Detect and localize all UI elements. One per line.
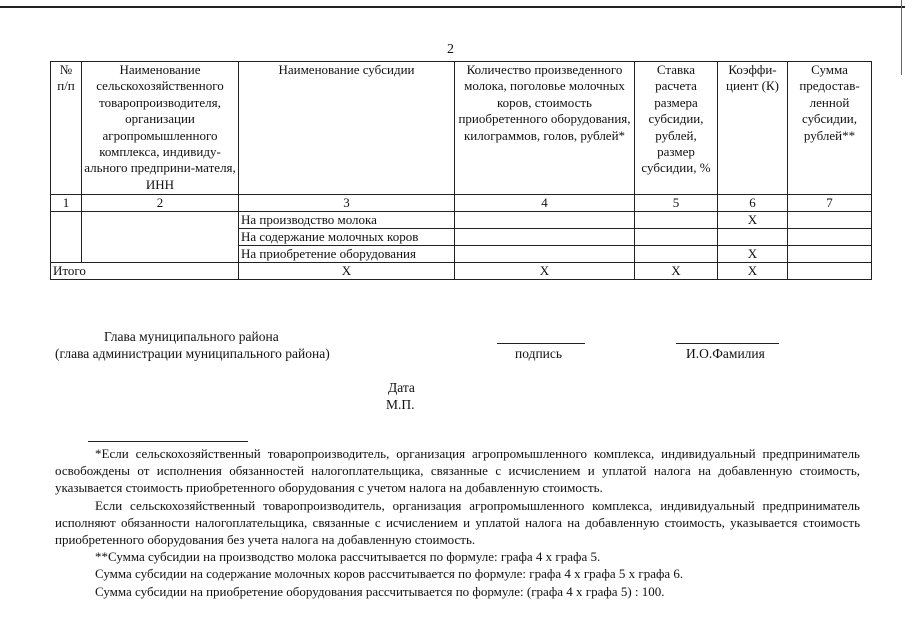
subsidy-table <box>50 61 872 280</box>
total-col7 <box>788 263 872 280</box>
col-number-6: 6 <box>718 195 788 212</box>
header-col-1: № п/п <box>51 62 82 195</box>
header-col-4: Количество произведенного молока, поголовье молочных коров, стоимость приобретенного оборудования, килограммов, голов, рублей* <box>455 62 635 195</box>
col-number-7: 7 <box>788 195 872 212</box>
col-number-1: 1 <box>51 195 82 212</box>
total-col6: Х <box>718 263 788 280</box>
rate-cell <box>635 246 718 263</box>
total-col5: Х <box>635 263 718 280</box>
footnote-4: Сумма субсидии на содержание молочных коров рассчитывается по формуле: графа 4 х графа 5 х графа 6. <box>95 566 684 582</box>
total-col4: Х <box>455 263 635 280</box>
footnote-2: Если сельскохозяйственный товаропроизводитель, организация агропромышленного комплекса, индивидуальный предприниматель исполняют обязанности налогоплательщика, связанные с исчислением и уплатой налога на добавленную стоимость, указывается стоимость приобретенного оборудования без учета налога на добавленную стоимость. <box>55 497 860 548</box>
coefficient-cell <box>718 229 788 246</box>
header-col-7: Сумма предостав-ленной субсидии, рублей** <box>788 62 872 195</box>
signature-line <box>497 343 585 344</box>
amount-cell <box>788 212 872 229</box>
right-edge-line <box>901 0 902 75</box>
col-number-4: 4 <box>455 195 635 212</box>
rate-cell <box>635 212 718 229</box>
col-number-3: 3 <box>239 195 455 212</box>
row-number-cell <box>51 212 82 263</box>
total-row <box>51 263 872 280</box>
subsidy-name-milk: На производство молока <box>239 212 455 229</box>
footnote-separator <box>88 441 248 442</box>
coefficient-cell: Х <box>718 246 788 263</box>
coefficient-cell: Х <box>718 212 788 229</box>
header-col-5: Ставка расчета размера субсидии, рублей, размер субсидии, % <box>635 62 718 195</box>
producer-name-cell <box>82 212 239 263</box>
name-line <box>676 343 779 344</box>
column-number-row <box>51 195 872 212</box>
total-label: Итого <box>51 263 239 280</box>
amount-cell <box>788 246 872 263</box>
footnotes <box>55 445 860 600</box>
date-label: Дата <box>388 380 415 395</box>
quantity-cell <box>455 212 635 229</box>
quantity-cell <box>455 229 635 246</box>
table-header-row <box>51 62 872 195</box>
header-col-3: Наименование субсидии <box>239 62 455 195</box>
footnote-5: Сумма субсидии на приобретение оборудования рассчитывается по формуле: (графа 4 х графа 5) : 100. <box>95 583 665 599</box>
head-title-note: (глава администрации муниципального района) <box>55 346 330 361</box>
table-row <box>51 212 872 229</box>
top-border-line <box>0 6 905 8</box>
header-col-2: Наименование сельскохозяйственного товаропроизводителя, организации агропромышленного комплекса, индивиду-ального предприни-мателя, ИНН <box>82 62 239 195</box>
col-number-5: 5 <box>635 195 718 212</box>
amount-cell <box>788 229 872 246</box>
page-number: 2 <box>447 42 454 57</box>
signature-label: подпись <box>515 346 563 361</box>
col-number-2: 2 <box>82 195 239 212</box>
stamp-label: М.П. <box>386 397 415 412</box>
head-title: Глава муниципального района <box>104 329 279 344</box>
quantity-cell <box>455 246 635 263</box>
rate-cell <box>635 229 718 246</box>
header-col-6: Коэффи-циент (К) <box>718 62 788 195</box>
footnote-3: **Сумма субсидии на производство молока рассчитывается по формуле: графа 4 х графа 5. <box>95 549 601 565</box>
subsidy-name-cows: На содержание молочных коров <box>239 229 455 246</box>
name-label: И.О.Фамилия <box>686 346 765 361</box>
footnote-1: *Если сельскохозяйственный товаропроизводитель, организация агропромышленного комплекса, индивидуальный предприниматель освобождены от исполнения обязанностей налогоплательщика, связанные с исчислением и уплатой налога на добавленную стоимость, указывается стоимость приобретенного оборудования с учетом налога на добавленную стоимость. <box>55 446 860 496</box>
total-col3: Х <box>239 263 455 280</box>
subsidy-name-equipment: На приобретение оборудования <box>239 246 455 263</box>
